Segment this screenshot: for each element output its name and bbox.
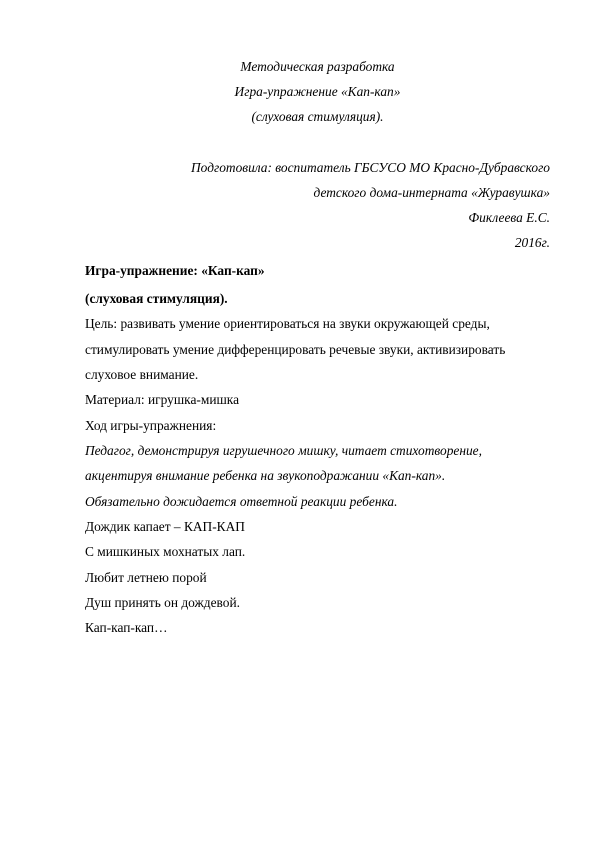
instruction-line-3: Обязательно дожидается ответной реакции ребенка. <box>85 494 398 509</box>
instruction-line-1: Педагог, демонстрируя игрушечного мишку, читает стихотворение, <box>85 443 482 458</box>
goal-line-1: Цель: развивать умение ориентироваться на звуки окружающей среды, <box>85 316 490 331</box>
procedure-heading: Ход игры-упражнения: <box>85 418 217 433</box>
author-name: Фиклеева Е.С. <box>468 210 550 225</box>
header-line-1: Методическая разработка <box>240 59 395 74</box>
poem-line-4: Душ принять он дождевой. <box>85 595 240 610</box>
material-line: Материал: игрушка-мишка <box>85 392 240 407</box>
poem-line-5: Кап-кап-кап… <box>85 620 168 635</box>
header-line-2: Игра-упражнение «Кап-кап» <box>234 84 401 99</box>
goal-line-3: слуховое внимание. <box>85 367 199 382</box>
body-subtitle: (слуховая стимуляция). <box>85 291 228 306</box>
instruction-line-2: акцентируя внимание ребенка на звукоподражании «Кап-кап». <box>85 468 446 483</box>
header-line-3: (слуховая стимуляция). <box>251 109 384 124</box>
goal-line-2: стимулировать умение дифференцировать речевые звуки, активизировать <box>85 342 506 357</box>
poem-line-1: Дождик капает – КАП-КАП <box>85 519 245 534</box>
author-year: 2016г. <box>514 235 550 250</box>
poem-line-2: С мишкиных мохнатых лап. <box>85 544 246 559</box>
author-line-2: детского дома-интерната «Журавушка» <box>313 185 550 200</box>
poem-line-3: Любит летнею порой <box>85 570 207 585</box>
body-title: Игра-упражнение: «Кап-кап» <box>85 263 265 278</box>
author-line-1: Подготовила: воспитатель ГБСУСО МО Красно-Дубравского <box>191 160 550 175</box>
